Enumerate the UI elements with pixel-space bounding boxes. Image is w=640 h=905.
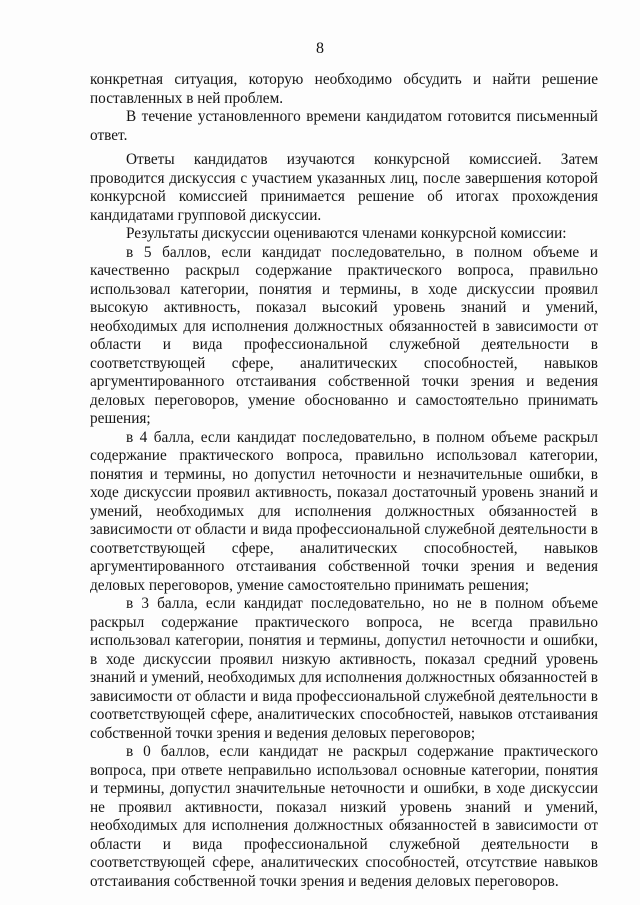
paragraph-score-4: в 4 балла, если кандидат последовательно, в полном объеме раскрыл содержание практического вопроса, правильно использовал категории, понятия и термины, но допустил неточности и незначительные ошибки, в ходе дискуссии проявил активность, показал достаточный уровень знаний и умений, необходимых для исполнения должностных обязанностей в зависимости от области и вида профессиональной служебной деятельности в соответствующей сфере, аналитических способностей, навыков аргументированного отстаивания собственной точки зрения и ведения деловых переговоров, умение самостоятельно принимать решения; [90, 428, 598, 594]
document-body [90, 71, 598, 891]
paragraph-continuation: конкретная ситуация, которую необходимо обсудить и найти решение поставленных в ней проблем. [90, 71, 598, 107]
paragraph-results-intro: Результаты дискуссии оцениваются членами конкурсной комиссии: [126, 225, 567, 242]
paragraph-score-5: в 5 баллов, если кандидат последовательно, в полном объеме и качественно раскрыл содержание практического вопроса, правильно использовал категории, понятия и термины, в ходе дискуссии проявил высокую активность, показал высокий уровень знаний и умений, необходимых для исполнения должностных обязанностей в зависимости от области и вида профессиональной служебной деятельности в соответствующей сфере, аналитических способностей, навыков аргументированного отстаивания собственной точки зрения и ведения деловых переговоров, умение обоснованно и самостоятельно принимать решения; [90, 243, 598, 427]
page-number: 8 [316, 40, 324, 57]
paragraph-written-answer: В течение установленного времени кандидатом готовится письменный ответ. [90, 108, 598, 144]
paragraph-score-0: в 0 баллов, если кандидат не раскрыл содержание практического вопроса, при ответе неправильно использовал основные категории, понятия и термины, допустил значительные неточности и ошибки, в ходе дискуссии не проявил активности, показал низкий уровень знаний и умений, необходимых для исполнения должностных обязанностей в зависимости от области и вида профессиональной служебной деятельности в соответствующей сфере, аналитических способностей, отсутствие навыков отстаивания собственной точки зрения и ведения деловых переговоров. [90, 743, 598, 890]
paragraph-commission-review: Ответы кандидатов изучаются конкурсной комиссией. Затем проводится дискуссия с участием указанных лиц, после завершения которой конкурсной комиссией принимается решение об итогах прохождения кандидатами групповой дискуссии. [90, 151, 598, 224]
paragraph-score-3: в 3 балла, если кандидат последовательно, но не в полном объеме раскрыл содержание практического вопроса, не всегда правильно использовал категории, понятия и термины, допустил неточности и ошибки, в ходе дискуссии проявил низкую активность, показал средний уровень знаний и умений, необходимых для исполнения должностных обязанностей в зависимости от области и вида профессиональной служебной деятельности в соответствующей сфере, аналитических способностей, навыков отстаивания собственной точки зрения и ведения деловых переговоров; [90, 595, 598, 742]
